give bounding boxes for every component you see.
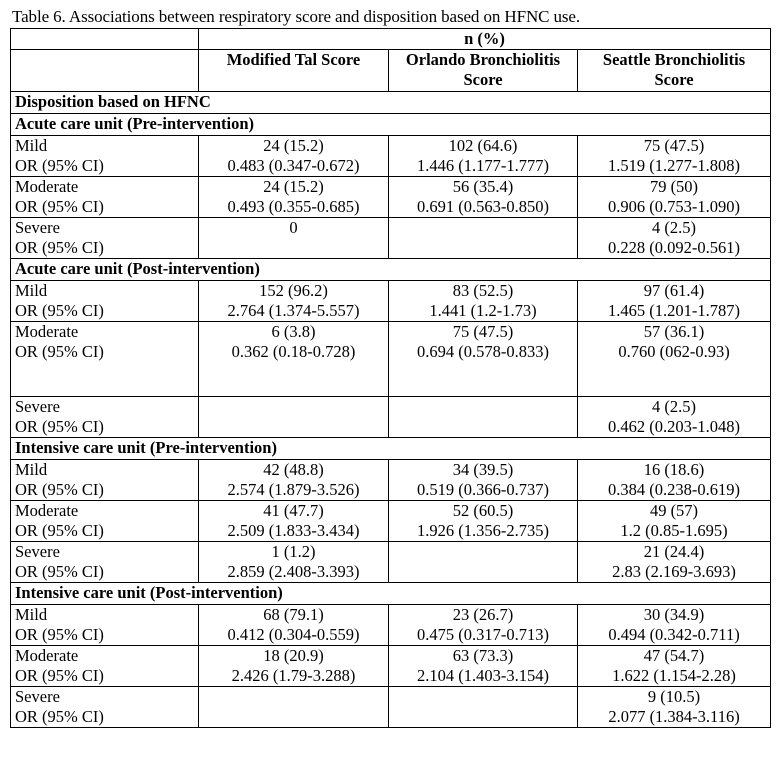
row-label-cell [11, 397, 199, 438]
count-percent-value: 0 [289, 218, 298, 237]
value-cell [578, 177, 771, 218]
table-row [11, 177, 771, 218]
table-row [11, 542, 771, 583]
or-label: OR (95% CI) [15, 342, 104, 361]
count-percent-value: 47 (54.7) [643, 646, 705, 665]
count-percent-value: 34 (39.5) [452, 460, 514, 479]
odds-ratio-value: 1.519 (1.277-1.808) [608, 156, 740, 175]
header-empty-cell [11, 29, 199, 50]
odds-ratio-value: 1.2 (0.85-1.695) [620, 521, 728, 540]
value-cell [389, 460, 578, 501]
severity-label: Severe [15, 218, 60, 237]
row-label-cell [11, 281, 199, 322]
count-percent-value: 4 (2.5) [652, 397, 696, 416]
value-cell [199, 177, 389, 218]
table-caption: Table 6. Associations between respiratory score and disposition based on HFNC use. [12, 7, 581, 26]
row-label-cell [11, 460, 199, 501]
section-title-row [11, 92, 771, 114]
group-title: Intensive care unit (Post-intervention) [11, 583, 771, 605]
count-percent-value: 63 (73.3) [452, 646, 514, 665]
value-cell [389, 542, 578, 583]
count-percent-value: 42 (48.8) [263, 460, 324, 479]
odds-ratio-value: 0.384 (0.238-0.619) [608, 480, 740, 499]
value-cell [578, 646, 771, 687]
or-label: OR (95% CI) [15, 238, 104, 257]
value-cell [389, 397, 578, 438]
odds-ratio-value: 0.462 (0.203-1.048) [608, 417, 740, 436]
odds-ratio-value: 1.465 (1.201-1.787) [608, 301, 740, 320]
value-cell [389, 136, 578, 177]
value-cell [578, 687, 771, 728]
section-title: Disposition based on HFNC [11, 92, 771, 114]
value-cell [199, 542, 389, 583]
severity-label: Severe [15, 542, 60, 561]
value-cell [199, 397, 389, 438]
value-cell [389, 687, 578, 728]
row-label-cell [11, 605, 199, 646]
odds-ratio-value: 1.446 (1.177-1.777) [417, 156, 549, 175]
table-row [11, 136, 771, 177]
odds-ratio-value: 0.412 (0.304-0.559) [227, 625, 360, 644]
or-label: OR (95% CI) [15, 417, 104, 436]
count-percent-value: 52 (60.5) [452, 501, 514, 520]
count-percent-value: 1 (1.2) [271, 542, 316, 561]
value-cell [389, 177, 578, 218]
count-percent-value: 41 (47.7) [263, 501, 324, 520]
or-label: OR (95% CI) [15, 562, 104, 581]
odds-ratio-value: 0.475 (0.317-0.713) [417, 625, 549, 644]
group-title: Acute care unit (Pre-intervention) [11, 114, 771, 136]
column-header-modified-tal: Modified Tal Score [199, 50, 389, 92]
severity-label: Moderate [15, 501, 79, 520]
severity-label: Severe [15, 397, 60, 416]
odds-ratio-value: 0.483 (0.347-0.672) [227, 156, 360, 175]
count-percent-value: 152 (96.2) [259, 281, 328, 300]
row-label-cell [11, 542, 199, 583]
severity-label: Moderate [15, 177, 79, 196]
table-row [11, 460, 771, 501]
group-title: Acute care unit (Post-intervention) [11, 259, 771, 281]
header-n-row [11, 29, 771, 50]
odds-ratio-value: 2.859 (2.408-3.393) [227, 562, 360, 581]
group-title-row [11, 114, 771, 136]
odds-ratio-value: 1.622 (1.154-2.28) [612, 666, 736, 685]
count-percent-value: 23 (26.7) [452, 605, 514, 624]
value-cell [389, 322, 578, 397]
value-cell [199, 687, 389, 728]
value-cell [578, 397, 771, 438]
or-label: OR (95% CI) [15, 625, 104, 644]
row-label-cell [11, 501, 199, 542]
table-row [11, 281, 771, 322]
row-label-cell [11, 177, 199, 218]
group-title-row [11, 583, 771, 605]
value-cell [389, 218, 578, 259]
severity-label: Mild [15, 460, 48, 479]
odds-ratio-value: 0.362 (0.18-0.728) [231, 342, 356, 361]
severity-label: Mild [15, 136, 48, 155]
group-title-row [11, 259, 771, 281]
odds-ratio-value: 2.574 (1.879-3.526) [227, 480, 360, 499]
value-cell [199, 136, 389, 177]
value-cell [199, 218, 389, 259]
odds-ratio-value: 0.691 (0.563-0.850) [417, 197, 549, 216]
header-columns-row [11, 50, 771, 92]
row-label-cell [11, 322, 199, 397]
odds-ratio-value: 0.906 (0.753-1.090) [608, 197, 740, 216]
value-cell [578, 501, 771, 542]
value-cell [199, 460, 389, 501]
header-empty-cell [11, 50, 199, 92]
table-row [11, 322, 771, 397]
odds-ratio-value: 0.760 (062-0.93) [618, 342, 730, 361]
table-row [11, 687, 771, 728]
or-label: OR (95% CI) [15, 197, 104, 216]
value-cell [199, 605, 389, 646]
count-percent-value: 97 (61.4) [643, 281, 705, 300]
value-cell [578, 460, 771, 501]
odds-ratio-value: 2.426 (1.79-3.288) [231, 666, 356, 685]
odds-ratio-value: 1.441 (1.2-1.73) [429, 301, 537, 320]
count-percent-value: 83 (52.5) [452, 281, 514, 300]
count-percent-value: 30 (34.9) [643, 605, 705, 624]
count-percent-value: 24 (15.2) [263, 177, 324, 196]
row-label-cell [11, 218, 199, 259]
count-percent-value: 6 (3.8) [271, 322, 316, 341]
value-cell [578, 281, 771, 322]
value-cell [199, 646, 389, 687]
table-row [11, 397, 771, 438]
severity-label: Moderate [15, 646, 79, 665]
or-label: OR (95% CI) [15, 156, 104, 175]
table-row [11, 646, 771, 687]
count-percent-value: 56 (35.4) [452, 177, 514, 196]
odds-ratio-value: 0.519 (0.366-0.737) [417, 480, 549, 499]
severity-label: Mild [15, 605, 48, 624]
group-title: Intensive care unit (Pre-intervention) [11, 438, 771, 460]
odds-ratio-value: 0.493 (0.355-0.685) [227, 197, 360, 216]
count-percent-value: 75 (47.5) [452, 322, 514, 341]
value-cell [578, 136, 771, 177]
results-table [10, 28, 771, 728]
table-body [11, 92, 771, 728]
value-cell [578, 542, 771, 583]
row-label-cell [11, 687, 199, 728]
severity-label: Mild [15, 281, 48, 300]
odds-ratio-value: 2.104 (1.403-3.154) [417, 666, 549, 685]
value-cell [389, 281, 578, 322]
or-label: OR (95% CI) [15, 666, 104, 685]
odds-ratio-value: 2.83 (2.169-3.693) [612, 562, 736, 581]
odds-ratio-value: 1.926 (1.356-2.735) [417, 521, 549, 540]
odds-ratio-value: 2.764 (1.374-5.557) [227, 301, 360, 320]
odds-ratio-value: 2.509 (1.833-3.434) [227, 521, 360, 540]
odds-ratio-value: 2.077 (1.384-3.116) [608, 707, 740, 726]
or-label: OR (95% CI) [15, 521, 104, 540]
table-row [11, 218, 771, 259]
table-row [11, 501, 771, 542]
or-label: OR (95% CI) [15, 707, 104, 726]
value-cell [389, 605, 578, 646]
odds-ratio-value: 0.494 (0.342-0.711) [608, 625, 740, 644]
value-cell [199, 501, 389, 542]
or-label: OR (95% CI) [15, 301, 104, 320]
count-percent-value: 18 (20.9) [263, 646, 324, 665]
group-title-row [11, 438, 771, 460]
table-row [11, 605, 771, 646]
count-percent-value: 49 (57) [649, 501, 699, 520]
value-cell [389, 501, 578, 542]
severity-label: Moderate [15, 322, 79, 341]
count-percent-value: 102 (64.6) [448, 136, 518, 155]
value-cell [199, 281, 389, 322]
count-percent-value: 79 (50) [649, 177, 699, 196]
count-percent-value: 24 (15.2) [263, 136, 324, 155]
value-cell [199, 322, 389, 397]
value-cell [389, 646, 578, 687]
value-cell [578, 218, 771, 259]
column-header-orlando: Orlando Bronchiolitis Score [389, 50, 578, 92]
or-label: OR (95% CI) [15, 480, 104, 499]
count-percent-value: 9 (10.5) [647, 687, 701, 706]
odds-ratio-value: 0.228 (0.092-0.561) [608, 238, 740, 257]
count-percent-value: 16 (18.6) [643, 460, 705, 479]
count-percent-value: 75 (47.5) [643, 136, 705, 155]
severity-label: Severe [15, 687, 60, 706]
count-percent-value: 57 (36.1) [643, 322, 705, 341]
count-percent-value: 21 (24.4) [643, 542, 705, 561]
count-percent-value: 68 (79.1) [263, 605, 324, 624]
row-label-cell [11, 646, 199, 687]
odds-ratio-value: 0.694 (0.578-0.833) [417, 342, 549, 361]
row-label-cell [11, 136, 199, 177]
value-cell [578, 605, 771, 646]
column-header-seattle: Seattle Bronchiolitis Score [578, 50, 771, 92]
value-cell [578, 322, 771, 397]
count-percent-value: 4 (2.5) [652, 218, 696, 237]
n-percent-header: n (%) [199, 29, 771, 50]
